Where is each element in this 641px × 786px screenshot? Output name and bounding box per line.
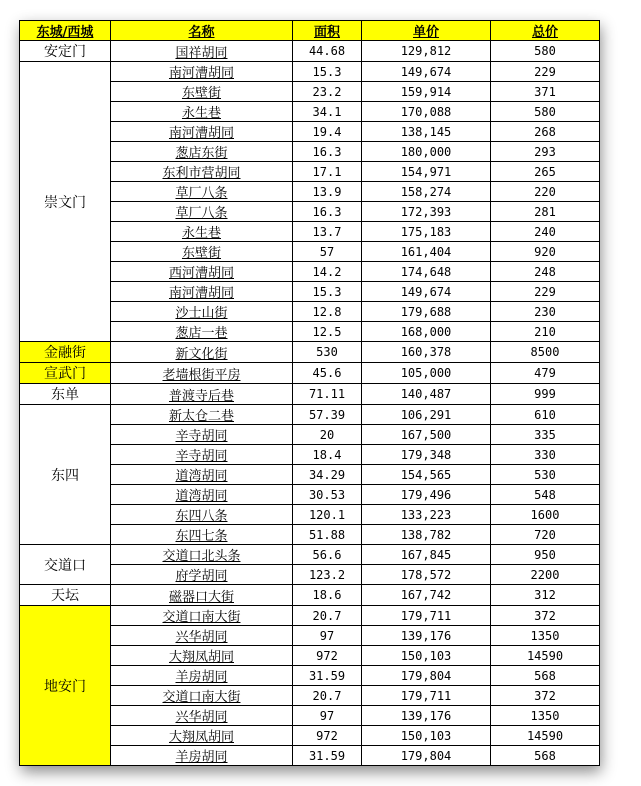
area-cell[interactable]: 13.7 <box>293 222 362 242</box>
unit-price-cell[interactable]: 172,393 <box>362 202 491 222</box>
area-cell[interactable]: 34.1 <box>293 102 362 122</box>
header-area[interactable]: 面积 <box>293 21 362 41</box>
name-cell[interactable]: 交道口北头条 <box>111 545 293 565</box>
total-price-cell[interactable]: 1350 <box>491 626 600 646</box>
table-row <box>20 342 600 363</box>
header-total-price[interactable]: 总价 <box>491 21 600 41</box>
name-cell[interactable]: 羊房胡同 <box>111 666 293 686</box>
total-price-cell[interactable]: 229 <box>491 282 600 302</box>
property-table <box>19 20 600 766</box>
unit-price-cell[interactable]: 149,674 <box>362 62 491 82</box>
total-price-cell[interactable]: 293 <box>491 142 600 162</box>
name-cell[interactable]: 羊房胡同 <box>111 746 293 766</box>
district-cell[interactable]: 东四 <box>20 405 111 545</box>
name-cell[interactable]: 交道口南大街 <box>111 606 293 626</box>
name-cell[interactable]: 道湾胡同 <box>111 465 293 485</box>
area-cell[interactable]: 972 <box>293 726 362 746</box>
header-name[interactable]: 名称 <box>111 21 293 41</box>
name-cell[interactable]: 普渡寺后巷 <box>111 384 293 405</box>
district-cell[interactable]: 金融街 <box>20 342 111 363</box>
table-row <box>20 363 600 384</box>
area-cell[interactable]: 15.3 <box>293 62 362 82</box>
name-cell[interactable]: 永生巷 <box>111 222 293 242</box>
unit-price-cell[interactable]: 179,496 <box>362 485 491 505</box>
area-cell[interactable]: 71.11 <box>293 384 362 405</box>
area-cell[interactable]: 12.8 <box>293 302 362 322</box>
name-cell[interactable]: 辛寺胡同 <box>111 425 293 445</box>
area-cell[interactable]: 31.59 <box>293 746 362 766</box>
total-price-cell[interactable]: 530 <box>491 465 600 485</box>
name-cell[interactable]: 东四八条 <box>111 505 293 525</box>
table-row <box>20 405 600 425</box>
unit-price-cell[interactable]: 168,000 <box>362 322 491 342</box>
total-price-cell[interactable]: 229 <box>491 62 600 82</box>
table-row <box>20 41 600 62</box>
area-cell[interactable]: 51.88 <box>293 525 362 545</box>
table-row <box>20 62 600 82</box>
name-cell[interactable]: 东四七条 <box>111 525 293 545</box>
name-cell[interactable]: 老墙根街平房 <box>111 363 293 384</box>
name-cell[interactable]: 府学胡同 <box>111 565 293 585</box>
area-cell[interactable]: 120.1 <box>293 505 362 525</box>
name-cell[interactable]: 沙士山街 <box>111 302 293 322</box>
name-cell[interactable]: 永生巷 <box>111 102 293 122</box>
area-cell[interactable]: 97 <box>293 626 362 646</box>
area-cell[interactable]: 20 <box>293 425 362 445</box>
area-cell[interactable]: 56.6 <box>293 545 362 565</box>
unit-price-cell[interactable]: 179,711 <box>362 686 491 706</box>
name-cell[interactable]: 兴华胡同 <box>111 626 293 646</box>
area-cell[interactable]: 123.2 <box>293 565 362 585</box>
table-row <box>20 585 600 606</box>
unit-price-cell[interactable]: 133,223 <box>362 505 491 525</box>
name-cell[interactable]: 交道口南大街 <box>111 686 293 706</box>
table-body <box>20 41 600 766</box>
total-price-cell[interactable]: 8500 <box>491 342 600 363</box>
total-price-cell[interactable]: 548 <box>491 485 600 505</box>
area-cell[interactable]: 15.3 <box>293 282 362 302</box>
unit-price-cell[interactable]: 161,404 <box>362 242 491 262</box>
unit-price-cell[interactable]: 167,742 <box>362 585 491 606</box>
total-price-cell[interactable]: 312 <box>491 585 600 606</box>
name-cell[interactable]: 道湾胡同 <box>111 485 293 505</box>
area-cell[interactable]: 972 <box>293 646 362 666</box>
unit-price-cell[interactable]: 138,782 <box>362 525 491 545</box>
total-price-cell[interactable]: 230 <box>491 302 600 322</box>
name-cell[interactable]: 国祥胡同 <box>111 41 293 62</box>
area-cell[interactable]: 16.3 <box>293 202 362 222</box>
area-cell[interactable]: 30.53 <box>293 485 362 505</box>
area-cell[interactable]: 18.6 <box>293 585 362 606</box>
unit-price-cell[interactable]: 167,500 <box>362 425 491 445</box>
district-cell[interactable]: 东单 <box>20 384 111 405</box>
name-cell[interactable]: 西河漕胡同 <box>111 262 293 282</box>
unit-price-cell[interactable]: 150,103 <box>362 646 491 666</box>
area-cell[interactable]: 20.7 <box>293 606 362 626</box>
name-cell[interactable]: 磁器口大街 <box>111 585 293 606</box>
header-unit-price[interactable]: 单价 <box>362 21 491 41</box>
unit-price-cell[interactable]: 158,274 <box>362 182 491 202</box>
area-cell[interactable]: 45.6 <box>293 363 362 384</box>
unit-price-cell[interactable]: 149,674 <box>362 282 491 302</box>
unit-price-cell[interactable]: 140,487 <box>362 384 491 405</box>
name-cell[interactable]: 葱店东街 <box>111 142 293 162</box>
area-cell[interactable]: 19.4 <box>293 122 362 142</box>
table-row <box>20 384 600 405</box>
total-price-cell[interactable]: 920 <box>491 242 600 262</box>
unit-price-cell[interactable]: 179,804 <box>362 746 491 766</box>
name-cell[interactable]: 新太仓二巷 <box>111 405 293 425</box>
unit-price-cell[interactable]: 105,000 <box>362 363 491 384</box>
district-cell[interactable]: 交道口 <box>20 545 111 585</box>
total-price-cell[interactable]: 330 <box>491 445 600 465</box>
district-cell[interactable]: 地安门 <box>20 606 111 766</box>
district-cell[interactable]: 天坛 <box>20 585 111 606</box>
unit-price-cell[interactable]: 138,145 <box>362 122 491 142</box>
area-cell[interactable]: 57 <box>293 242 362 262</box>
name-cell[interactable]: 南河漕胡同 <box>111 282 293 302</box>
unit-price-cell[interactable]: 150,103 <box>362 726 491 746</box>
area-cell[interactable]: 31.59 <box>293 666 362 686</box>
name-cell[interactable]: 东壁街 <box>111 242 293 262</box>
name-cell[interactable]: 草厂八条 <box>111 182 293 202</box>
total-price-cell[interactable]: 265 <box>491 162 600 182</box>
area-cell[interactable]: 44.68 <box>293 41 362 62</box>
unit-price-cell[interactable]: 129,812 <box>362 41 491 62</box>
area-cell[interactable]: 17.1 <box>293 162 362 182</box>
total-price-cell[interactable]: 335 <box>491 425 600 445</box>
unit-price-cell[interactable]: 174,648 <box>362 262 491 282</box>
total-price-cell[interactable]: 248 <box>491 262 600 282</box>
area-cell[interactable]: 97 <box>293 706 362 726</box>
header-district[interactable]: 东城/西城 <box>20 21 111 41</box>
table-row <box>20 606 600 626</box>
name-cell[interactable]: 东利市营胡同 <box>111 162 293 182</box>
area-cell[interactable]: 12.5 <box>293 322 362 342</box>
unit-price-cell[interactable]: 179,804 <box>362 666 491 686</box>
header-row <box>20 21 600 41</box>
name-cell[interactable]: 新文化街 <box>111 342 293 363</box>
area-cell[interactable]: 14.2 <box>293 262 362 282</box>
district-cell[interactable]: 崇文门 <box>20 62 111 342</box>
unit-price-cell[interactable]: 139,176 <box>362 706 491 726</box>
name-cell[interactable]: 草厂八条 <box>111 202 293 222</box>
name-cell[interactable]: 南河漕胡同 <box>111 122 293 142</box>
total-price-cell[interactable]: 2200 <box>491 565 600 585</box>
total-price-cell[interactable]: 479 <box>491 363 600 384</box>
unit-price-cell[interactable]: 179,688 <box>362 302 491 322</box>
total-price-cell[interactable]: 371 <box>491 82 600 102</box>
unit-price-cell[interactable]: 167,845 <box>362 545 491 565</box>
total-price-cell[interactable]: 268 <box>491 122 600 142</box>
unit-price-cell[interactable]: 180,000 <box>362 142 491 162</box>
total-price-cell[interactable]: 568 <box>491 746 600 766</box>
unit-price-cell[interactable]: 159,914 <box>362 82 491 102</box>
total-price-cell[interactable]: 1600 <box>491 505 600 525</box>
name-cell[interactable]: 兴华胡同 <box>111 706 293 726</box>
total-price-cell[interactable]: 568 <box>491 666 600 686</box>
unit-price-cell[interactable]: 139,176 <box>362 626 491 646</box>
unit-price-cell[interactable]: 178,572 <box>362 565 491 585</box>
name-cell[interactable]: 葱店一巷 <box>111 322 293 342</box>
name-cell[interactable]: 南河漕胡同 <box>111 62 293 82</box>
total-price-cell[interactable]: 720 <box>491 525 600 545</box>
total-price-cell[interactable]: 610 <box>491 405 600 425</box>
unit-price-cell[interactable]: 179,711 <box>362 606 491 626</box>
total-price-cell[interactable]: 14590 <box>491 646 600 666</box>
name-cell[interactable]: 东壁街 <box>111 82 293 102</box>
total-price-cell[interactable]: 220 <box>491 182 600 202</box>
total-price-cell[interactable]: 372 <box>491 686 600 706</box>
unit-price-cell[interactable]: 106,291 <box>362 405 491 425</box>
total-price-cell[interactable]: 14590 <box>491 726 600 746</box>
total-price-cell[interactable]: 580 <box>491 41 600 62</box>
total-price-cell[interactable]: 281 <box>491 202 600 222</box>
area-cell[interactable]: 530 <box>293 342 362 363</box>
area-cell[interactable]: 13.9 <box>293 182 362 202</box>
total-price-cell[interactable]: 580 <box>491 102 600 122</box>
area-cell[interactable]: 34.29 <box>293 465 362 485</box>
unit-price-cell[interactable]: 160,378 <box>362 342 491 363</box>
unit-price-cell[interactable]: 154,971 <box>362 162 491 182</box>
unit-price-cell[interactable]: 175,183 <box>362 222 491 242</box>
district-cell[interactable]: 安定门 <box>20 41 111 62</box>
unit-price-cell[interactable]: 170,088 <box>362 102 491 122</box>
area-cell[interactable]: 57.39 <box>293 405 362 425</box>
name-cell[interactable]: 辛寺胡同 <box>111 445 293 465</box>
name-cell[interactable]: 大翔凤胡同 <box>111 646 293 666</box>
area-cell[interactable]: 18.4 <box>293 445 362 465</box>
total-price-cell[interactable]: 240 <box>491 222 600 242</box>
area-cell[interactable]: 16.3 <box>293 142 362 162</box>
table-row <box>20 545 600 565</box>
total-price-cell[interactable]: 999 <box>491 384 600 405</box>
total-price-cell[interactable]: 372 <box>491 606 600 626</box>
total-price-cell[interactable]: 210 <box>491 322 600 342</box>
name-cell[interactable]: 大翔凤胡同 <box>111 726 293 746</box>
spreadsheet <box>19 20 599 766</box>
total-price-cell[interactable]: 950 <box>491 545 600 565</box>
district-cell[interactable]: 宣武门 <box>20 363 111 384</box>
area-cell[interactable]: 20.7 <box>293 686 362 706</box>
total-price-cell[interactable]: 1350 <box>491 706 600 726</box>
unit-price-cell[interactable]: 179,348 <box>362 445 491 465</box>
unit-price-cell[interactable]: 154,565 <box>362 465 491 485</box>
area-cell[interactable]: 23.2 <box>293 82 362 102</box>
